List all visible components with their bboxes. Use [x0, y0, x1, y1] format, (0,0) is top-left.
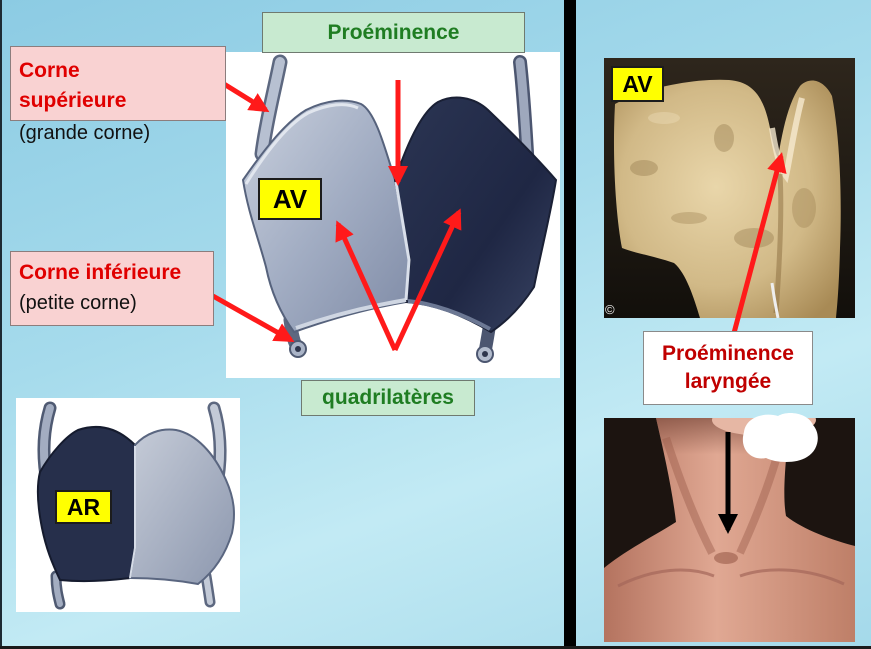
- superior-horn-title-line2: supérieure: [19, 89, 127, 112]
- quadrilateral-label: quadrilatères: [301, 380, 475, 416]
- left-edge-line: [0, 0, 2, 649]
- inferior-horn-note: (petite corne): [19, 292, 137, 314]
- specimen-tag: AV: [611, 66, 664, 102]
- back-view-tag: AR: [55, 490, 112, 524]
- suprasternal-notch: [714, 552, 738, 564]
- thyroid-cartilage-back-view: [16, 398, 240, 612]
- face-mask-blob: [736, 410, 820, 466]
- superior-horn-note: (grande corne): [19, 122, 151, 144]
- superior-horn-title-line1: Corne: [19, 59, 80, 82]
- copyright-mark: ©: [605, 302, 615, 317]
- laryngeal-prominence-line1: Proéminence: [662, 342, 794, 365]
- panel-divider: [564, 0, 576, 649]
- inferior-horn-title: Corne inférieure: [19, 261, 182, 284]
- back-inferior-horn-right: [206, 576, 210, 602]
- front-view-tag: AV: [258, 178, 322, 220]
- laryngeal-prominence-label: [643, 331, 813, 405]
- laryngeal-prominence-line2: laryngée: [684, 370, 772, 393]
- prominence-label: Proéminence: [262, 12, 525, 53]
- inferior-horn-label-box: [10, 251, 214, 326]
- superior-horn-label-box: [10, 46, 226, 121]
